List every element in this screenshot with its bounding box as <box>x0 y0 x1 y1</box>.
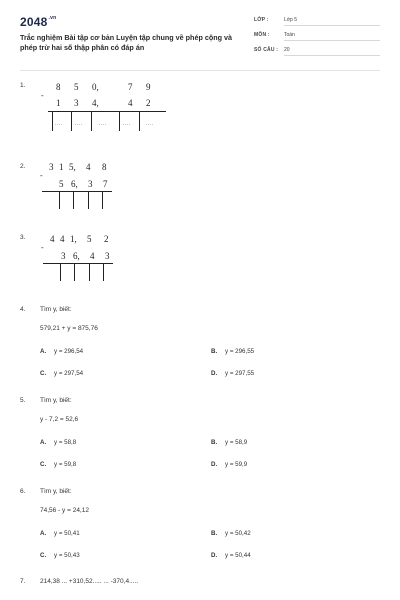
column-divider <box>71 111 72 131</box>
column-divider <box>60 263 61 281</box>
answer-option-b[interactable] <box>211 348 254 355</box>
column-divider <box>139 111 140 131</box>
q3-top-digit: 5 <box>87 234 92 244</box>
option-text: y = 59,9 <box>225 461 248 468</box>
answer-option-d[interactable] <box>211 461 247 468</box>
answer-option-b[interactable] <box>211 530 251 537</box>
answer-option-c[interactable] <box>40 461 76 468</box>
question-expression: 74,56 - y = 24,12 <box>40 507 89 514</box>
question-number: 5. <box>20 397 26 404</box>
option-letter: D. <box>211 552 218 559</box>
option-letter: B. <box>211 439 218 446</box>
minus-sign: - <box>41 243 44 252</box>
site-logo[interactable] <box>20 15 56 29</box>
question-number: 7. <box>20 578 26 585</box>
q1-top-digit: 7 <box>128 82 133 92</box>
q3-bottom-digit: 4 <box>90 251 95 261</box>
option-text: y = 50,43 <box>54 552 80 559</box>
column-divider <box>89 263 90 281</box>
q2-bottom-digit: 5 <box>59 179 64 189</box>
column-divider <box>103 263 104 281</box>
minus-sign: - <box>41 91 44 100</box>
question-number: 3. <box>20 234 26 241</box>
answer-blank[interactable]: .... <box>55 121 63 127</box>
option-letter: A. <box>40 530 47 537</box>
meta-class-value: Lớp 5 <box>284 17 380 26</box>
meta-count-label: SỐ CÂU : <box>254 47 279 53</box>
q1-bottom-digit: 3 <box>74 98 79 108</box>
logo-text: 2048 <box>20 15 48 29</box>
q3-top-digit: 2 <box>104 234 109 244</box>
column-divider <box>88 191 89 209</box>
meta-subject-value: Toán <box>284 32 380 41</box>
q1-bottom-digit: 1 <box>56 98 61 108</box>
option-letter: A. <box>40 439 47 446</box>
q3-top-digit: 4 <box>60 234 65 244</box>
option-letter: C. <box>40 370 47 377</box>
option-text: y = 296,55 <box>225 348 255 355</box>
q1-top-digit: 9 <box>146 82 151 92</box>
option-text: y = 297,54 <box>54 370 84 377</box>
meta-class-label: LỚP : <box>254 17 269 23</box>
option-letter: B. <box>211 530 218 537</box>
answer-blank[interactable]: .... <box>123 121 131 127</box>
minus-sign: - <box>40 171 43 180</box>
question-prompt: Tìm y, biết: <box>40 306 72 313</box>
column-divider <box>52 111 53 131</box>
q1-bottom-digit: 4 <box>128 98 133 108</box>
q1-bottom-digit: 2 <box>146 98 151 108</box>
option-text: y = 59,8 <box>54 461 77 468</box>
column-divider <box>74 263 75 281</box>
option-text: y = 50,44 <box>225 552 251 559</box>
question-expression: 579,21 + y = 875,76 <box>40 325 98 332</box>
answer-option-a[interactable] <box>40 439 76 446</box>
option-text: y = 296,54 <box>54 348 84 355</box>
column-divider <box>119 111 120 131</box>
column-divider <box>102 191 103 209</box>
option-letter: B. <box>211 348 218 355</box>
answer-option-b[interactable] <box>211 439 247 446</box>
question-text: 214,38 ... +310,52..... ... -370,4..... <box>40 578 139 585</box>
option-letter: A. <box>40 348 47 355</box>
q2-bottom-digit: 6, <box>71 179 78 189</box>
q2-top-digit: 4 <box>86 162 91 172</box>
answer-option-c[interactable] <box>40 552 80 559</box>
meta-count-value: 20 <box>284 47 380 56</box>
option-letter: C. <box>40 461 47 468</box>
answer-option-c[interactable] <box>40 370 83 377</box>
answer-blank[interactable]: .... <box>99 121 107 127</box>
result-line <box>48 111 166 112</box>
q1-bottom-digit: 4, <box>92 98 99 108</box>
header-divider <box>20 70 380 71</box>
q2-top-digit: 1 <box>59 162 64 172</box>
q2-top-digit: 3 <box>49 162 54 172</box>
answer-option-a[interactable] <box>40 530 80 537</box>
column-divider <box>91 111 92 131</box>
question-number: 6. <box>20 488 26 495</box>
option-text: y = 58,8 <box>54 439 77 446</box>
q1-top-digit: 0, <box>92 82 99 92</box>
option-text: y = 58,9 <box>225 439 248 446</box>
question-number: 1. <box>20 82 26 89</box>
answer-option-a[interactable] <box>40 348 83 355</box>
column-divider <box>73 191 74 209</box>
question-prompt: Tìm y, biết: <box>40 488 72 495</box>
meta-subject-label: MÔN : <box>254 32 270 38</box>
q3-bottom-digit: 6, <box>73 251 80 261</box>
answer-option-d[interactable] <box>211 370 254 377</box>
q3-bottom-digit: 3 <box>105 251 110 261</box>
q2-bottom-digit: 3 <box>88 179 93 189</box>
option-text: y = 50,42 <box>225 530 251 537</box>
option-text: y = 297,55 <box>225 370 255 377</box>
q3-top-digit: 4 <box>50 234 55 244</box>
column-divider <box>59 191 60 209</box>
document-title: Trắc nghiệm Bài tập cơ bản Luyện tập chung về phép cộng và phép trừ hai số thập phân có đáp án <box>20 33 232 52</box>
answer-option-d[interactable] <box>211 552 251 559</box>
answer-blank[interactable]: .... <box>75 121 83 127</box>
question-number: 2. <box>20 163 26 170</box>
q2-top-digit: 5, <box>69 162 76 172</box>
q1-top-digit: 5 <box>74 82 79 92</box>
option-letter: D. <box>211 370 218 377</box>
q2-bottom-digit: 7 <box>103 179 108 189</box>
logo-suffix: .vn <box>48 15 57 21</box>
option-letter: D. <box>211 461 218 468</box>
page-header <box>0 0 400 64</box>
question-number: 4. <box>20 306 26 313</box>
option-letter: C. <box>40 552 47 559</box>
q1-top-digit: 8 <box>56 82 61 92</box>
answer-blank[interactable]: .... <box>146 121 154 127</box>
question-expression: y - 7,2 = 52,6 <box>40 416 79 423</box>
q3-bottom-digit: 3 <box>61 251 66 261</box>
question-prompt: Tìm y, biết: <box>40 397 72 404</box>
q2-top-digit: 8 <box>102 162 107 172</box>
q3-top-digit: 1, <box>70 234 77 244</box>
option-text: y = 50,41 <box>54 530 80 537</box>
